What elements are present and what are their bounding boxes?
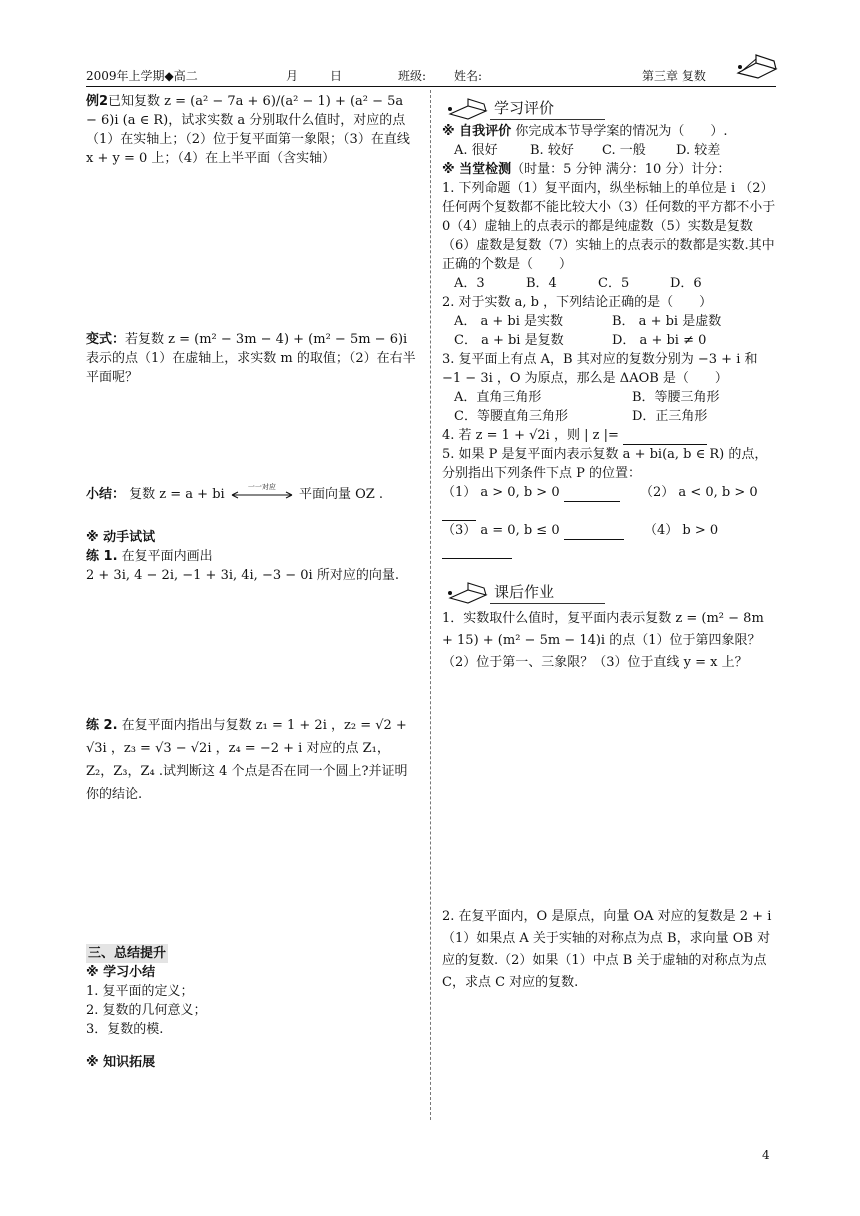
q2-option-a[interactable]: A． a + bi 是实数 <box>454 314 564 329</box>
variant-block <box>86 330 416 387</box>
learn-summary-heading: ※ 学习小结 <box>86 965 156 980</box>
example-2-text: 已知复数 z = (a² − 7a + 6)/(a² − 1) + (a² − 5a − 6)i (a ∈ R)，试求实数 a 分别取什么值时，对应的点（1）在实轴上；（2）位于复平面第一象限；（3）在直线 x + y = 0 上；（4）在上半平面（含实轴） <box>86 94 410 166</box>
q3-option-a[interactable]: A．直角三角形 <box>454 390 542 405</box>
example-2 <box>86 92 416 188</box>
q5-condition-3: （3） a = 0, b ≤ 0 <box>442 523 560 538</box>
self-eval-label: ※ 自我评价 <box>442 124 512 139</box>
book-logo-icon <box>734 49 780 79</box>
q5-row1 <box>442 483 778 521</box>
q3-option-d[interactable]: D．正三角形 <box>632 409 708 424</box>
q2-options-row2 <box>442 331 778 350</box>
practice-2-label: 练 2. <box>86 718 118 733</box>
q1-option-b[interactable]: B．4 <box>526 276 557 291</box>
practice-2-block <box>86 714 416 806</box>
page-number: 4 <box>762 1148 770 1162</box>
book-banner-icon <box>444 578 490 604</box>
homework-2-text: 2. 在复平面内，O 是原点，向量 OA 对应的复数是 2 + i （1）如果点 A 关于实轴的对称点为点 B，求向量 OB 对应的复数.（2）如果（1）中点 B 关于虚轴的对称点为点 C，求点 C 对应的复数. <box>442 909 772 990</box>
summary-block <box>86 482 416 504</box>
q5-blank-3[interactable] <box>564 525 624 540</box>
summary-item-1: 1. 复平面的定义； <box>86 984 194 999</box>
q5-row2 <box>442 521 778 559</box>
q5-blank-1[interactable] <box>564 487 620 502</box>
knowledge-heading: ※ 知识拓展 <box>86 1055 156 1070</box>
practice-block <box>86 528 416 585</box>
self-option-d[interactable]: D. 较差 <box>676 143 721 158</box>
book-banner-icon <box>444 94 490 120</box>
q1-option-a[interactable]: A．3 <box>454 276 485 291</box>
homework-1-text: 1．实数取什么值时，复平面内表示复数 z = (m² − 8m + 15) + (m² − 5m − 14)i 的点（1）位于第四象限？（2）位于第一、三象限？（3）位于直线 y = x 上？ <box>442 611 764 670</box>
self-option-c[interactable]: C. 一般 <box>602 143 646 158</box>
variant-text: 若复数 z = (m² − 3m − 4) + (m² − 5m − 6)i 表示的点（1）在虚轴上，求实数 m 的取值；（2）在右半平面呢？ <box>86 332 416 385</box>
q5-condition-1: （1） a > 0, b > 0 <box>442 485 560 500</box>
check-text: （时量：5 分钟 满分：10 分）计分： <box>511 162 731 177</box>
q2-option-c[interactable]: C． a + bi 是复数 <box>454 333 564 348</box>
summary-label: 小结： <box>86 487 126 502</box>
summary-section <box>86 944 416 1072</box>
homework-2 <box>442 906 778 994</box>
column-divider <box>430 90 431 1120</box>
practice-1-line2: 2 + 3i, 4 − 2i, −1 + 3i, 4i, −3 − 0i 所对应的向量. <box>86 568 399 583</box>
try-heading: ※ 动手试试 <box>86 530 156 545</box>
q3-option-b[interactable]: B．等腰三角形 <box>632 390 720 405</box>
practice-1-line1: 在复平面内画出 <box>121 549 213 564</box>
summary-item-3: 3．复数的模. <box>86 1022 164 1037</box>
summary-complex: 复数 z = a + bi <box>129 487 225 502</box>
self-option-b[interactable]: B. 较好 <box>530 143 574 158</box>
homework-banner-title: 课后作业 <box>494 583 555 601</box>
q1-option-d[interactable]: D．6 <box>670 276 702 291</box>
month-label: 月 <box>286 69 299 83</box>
double-arrow-icon <box>229 488 295 502</box>
q1-option-c[interactable]: C．5 <box>598 276 630 291</box>
practice-1-label: 练 1. <box>86 549 118 564</box>
q1-options <box>442 274 778 293</box>
question-3: 3. 复平面上有点 A，B 其对应的复数分别为 −3 + i 和 −1 − 3i ，O 为原点，那么是 ΔAOB 是（ ） <box>442 352 758 386</box>
chapter-label: 第三章 复数 <box>642 69 706 83</box>
q5-blank-4[interactable] <box>442 544 512 559</box>
q3-options-row2 <box>442 407 778 426</box>
day-label: 日 <box>330 69 343 83</box>
arrow-caption: 一一对应 <box>247 482 276 491</box>
class-label: 班级: <box>398 69 427 83</box>
section-3-heading: 三、总结提升 <box>88 946 167 961</box>
self-eval-options <box>442 141 778 160</box>
right-column <box>442 122 778 559</box>
self-option-a[interactable]: A. 很好 <box>454 143 498 158</box>
eval-banner <box>440 94 640 120</box>
summary-vector: 平面向量 OZ . <box>298 487 384 502</box>
q2-option-d[interactable]: D． a + bi ≠ 0 <box>612 333 707 348</box>
homework-banner-rule <box>490 603 605 604</box>
eval-banner-rule <box>490 119 605 120</box>
check-label: ※ 当堂检测 <box>442 162 512 177</box>
q4-answer-blank[interactable] <box>623 430 707 445</box>
q5-condition-2: （2） a < 0, b > 0 <box>640 485 758 500</box>
q3-options-row1 <box>442 388 778 407</box>
question-2: 2. 对于实数 a, b ，下列结论正确的是（ ） <box>442 295 713 310</box>
correspondence-arrow <box>229 482 295 502</box>
practice-2-text: 在复平面内指出与复数 z₁ = 1 + 2i ，z₂ = √2 + √3i ，z₃ = √3 − √2i ，z₄ = −2 + i 对应的点 Z₁，Z₂，Z₃，Z₄ .试判断这 4 个点是否在同一个圆上?并证明你的结论. <box>86 718 408 802</box>
page-header <box>86 63 776 85</box>
eval-banner-title: 学习评价 <box>494 99 555 117</box>
header-rule <box>86 86 776 87</box>
q2-options-row1 <box>442 312 778 331</box>
q3-option-c[interactable]: C．等腰直角三角形 <box>454 409 568 424</box>
name-label: 姓名: <box>454 69 483 83</box>
q5-blank-2[interactable] <box>442 506 476 521</box>
homework-banner <box>440 578 640 604</box>
question-5: 5. 如果 P 是复平面内表示复数 a + bi(a, b ∈ R) 的点，分别指出下列条件下点 P 的位置： <box>442 447 768 481</box>
homework-1 <box>442 608 778 674</box>
self-eval-text: 你完成本节导学案的情况为（ ）. <box>515 124 728 139</box>
q5-condition-4: （4） b > 0 <box>644 523 719 538</box>
summary-item-2: 2. 复数的几何意义； <box>86 1003 207 1018</box>
example-2-label: 例2 <box>86 94 109 109</box>
term-label: 2009年上学期◆高二 <box>86 69 198 83</box>
left-column <box>86 92 416 188</box>
variant-label: 变式： <box>86 332 126 347</box>
question-4: 4. 若 z = 1 + √2i ，则 | z |= <box>442 428 619 443</box>
q2-option-b[interactable]: B． a + bi 是虚数 <box>612 314 722 329</box>
question-1: 1. 下列命题（1）复平面内，纵坐标轴上的单位是 i （2）任何两个复数都不能比较大小（3）任何数的平方都不小于 0（4）虚轴上的点表示的都是纯虚数（5）实数是复数（6）虚数是复数（7）实轴上的点表示的数都是实数.其中正确的个数是（ ） <box>442 181 776 272</box>
